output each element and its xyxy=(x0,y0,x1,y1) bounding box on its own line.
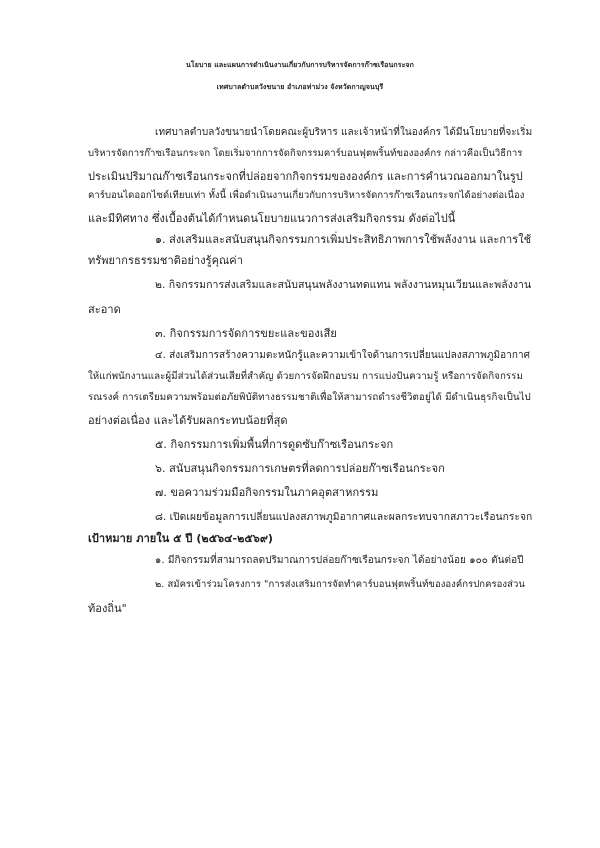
intro-line-2: บริหารจัดการก๊าซเรือนกระจก โดยเริ่มจากการจัดกิจกรรมคาร์บอนฟุตพริ้นท์ขององค์กร กล่าวคือเป็นวิธีการ xyxy=(88,148,523,159)
intro-line-5: และมีทิศทาง ซึ่งเบื้องต้นได้กำหนดนโยบายแนวการส่งเสริมกิจกรรม ดังต่อไปนี้ xyxy=(88,212,456,225)
goal-item-2-line-2: ท้องถิ่น" xyxy=(88,602,127,615)
intro-line-1: เทศบาลตำบลวังขนายนำโดยคณะผู้บริหาร และเจ้าหน้าที่ในองค์กร ได้มีนโยบายที่จะเริ่ม xyxy=(155,127,533,138)
policy-item-3: ๓. กิจกรรมการจัดการขยะและของเสีย xyxy=(155,327,337,340)
document-title-line-2: เทศบาลตำบลวังขนาย อำเภอท่าม่วง จังหวัดกาญจนบุรี xyxy=(216,83,384,91)
intro-line-3: ประเมินปริมาณก๊าซเรือนกระจกที่ปล่อยจากกิจกรรมขององค์กร และการคำนวณออกมาในรูป xyxy=(88,170,523,183)
policy-item-8: ๘. เปิดเผยข้อมูลการเปลี่ยนแปลงสภาพภูมิอากาศและผลกระทบจากสภาวะเรือนกระจก xyxy=(155,511,533,523)
policy-item-5: ๕. กิจกรรมการเพิ่มพื้นที่การดูดซับก๊าซเรือนกระจก xyxy=(155,438,394,451)
policy-item-1-line-1: ๑. ส่งเสริมและสนับสนุนกิจกรรมการเพิ่มประสิทธิภาพการใช้พลังงาน และการใช้ xyxy=(155,233,532,246)
policy-item-1-line-2: ทรัพยากรธรรมชาติอย่างรู้คุณค่า xyxy=(88,254,243,267)
policy-item-7: ๗. ขอความร่วมมือกิจกรรมในภาคอุตสาหกรรม xyxy=(155,486,379,499)
intro-line-4: คาร์บอนไดออกไซด์เทียบเท่า ทั้งนี้ เพื่อดำเนินงานเกี่ยวกับการบริหารจัดการก๊าซเรือนกระจกได้อย่างต่อเนื่อง xyxy=(88,190,525,201)
document-title-line-1: นโยบาย และแผนการดำเนินงานเกี่ยวกับการบริหารจัดการก๊าซเรือนกระจก xyxy=(186,61,414,69)
policy-item-2-line-1: ๒. กิจกรรมการส่งเสริมและสนับสนุนพลังงานทดแทน พลังงานหมุนเวียนและพลังงาน xyxy=(155,279,532,291)
policy-item-2-line-2: สะอาด xyxy=(88,303,121,316)
policy-item-6: ๖. สนับสนุนกิจกรรมการเกษตรที่ลดการปล่อยก๊าซเรือนกระจก xyxy=(155,462,445,475)
policy-item-4-line-4: อย่างต่อเนื่อง และได้รับผลกระทบน้อยที่สุด xyxy=(88,414,288,427)
policy-item-4-line-1: ๔. ส่งเสริมการสร้างความตะหนักรู้และความเข้าใจด้านการเปลี่ยนแปลงสภาพภูมิอากาศ xyxy=(155,350,531,361)
goal-heading: เป้าหมาย ภายใน ๕ ปี (๒๕๖๔-๒๕๖๙) xyxy=(88,532,274,545)
goal-item-1: ๑. มีกิจกรรมที่สามารถลดปริมาณการปล่อยก๊าซเรือนกระจก ได้อย่างน้อย ๑๐๐ ตันต่อปี xyxy=(155,555,524,566)
policy-item-4-line-3: รณรงค์ การเตรียมความพร้อมต่อภัยพิบัติทางธรรมชาติเพื่อให้สามารถดำรงชีวิตอยู่ได้ มีดำเนินธุรกิจเป็นไป xyxy=(88,392,531,403)
goal-item-2-line-1: ๒. สมัครเข้าร่วมโครงการ "การส่งเสริมการจัดทำคาร์บอนฟุตพริ้นท์ขององค์กรปกครองส่วน xyxy=(155,579,525,590)
policy-item-4-line-2: ให้แก่พนักงานและผู้มีส่วนได้ส่วนเสียที่สำคัญ ด้วยการจัดฝึกอบรม การแบ่งปันความรู้ หรือการจัดกิจกรรม xyxy=(88,371,523,382)
